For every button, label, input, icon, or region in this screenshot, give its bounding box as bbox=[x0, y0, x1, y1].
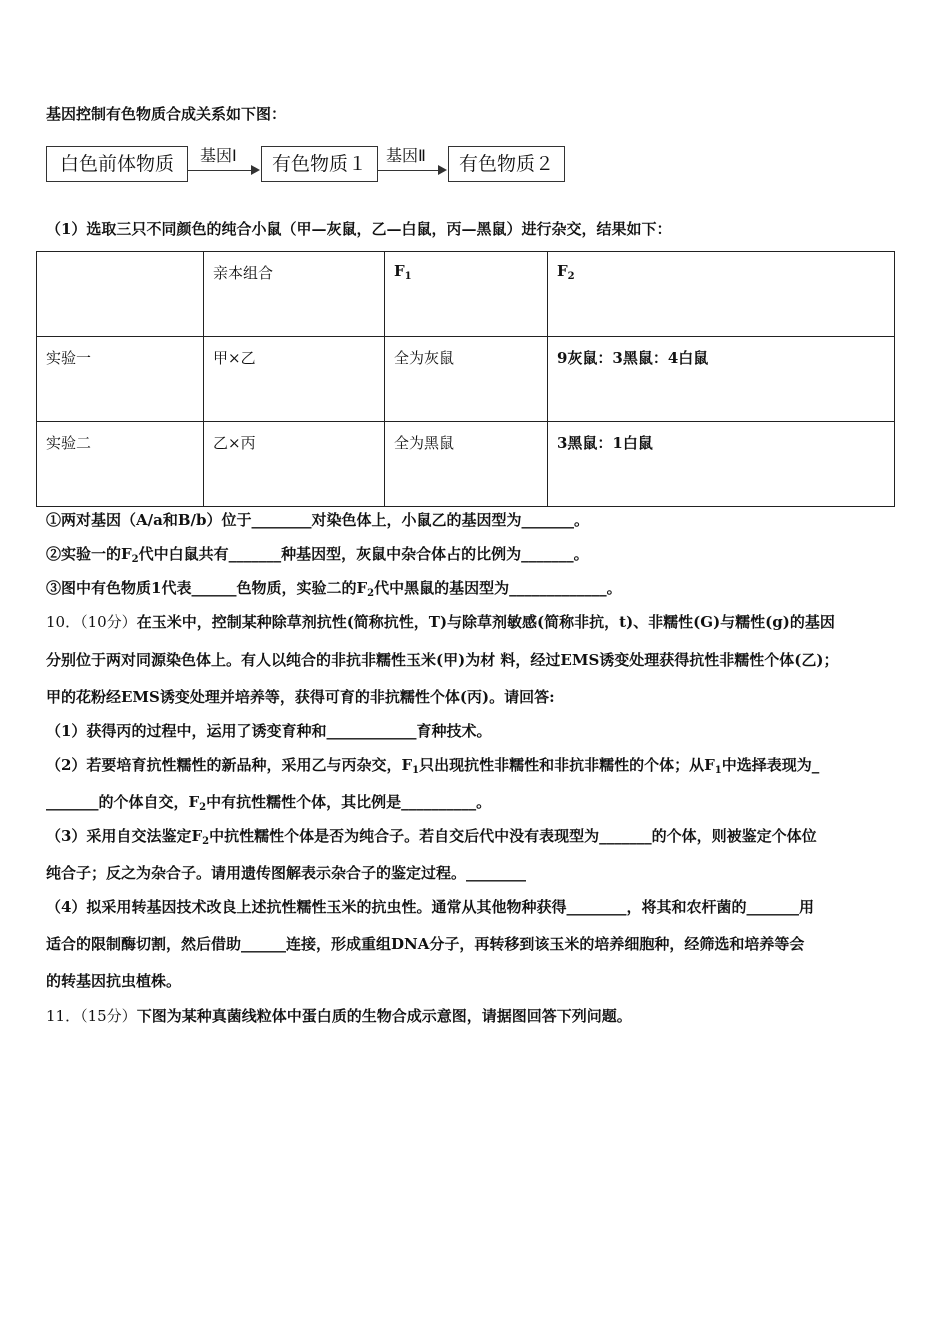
q9-sub3: ③图中有色物质1代表______色物质，实验二的$F_2$代中黑鼠的基因型为_____________。 bbox=[46, 579, 622, 599]
q10-part2-cont: _______的个体自交，$F_2$中有抗性糯性个体，其比例是__________。 bbox=[46, 793, 492, 813]
table-cell: 实验二 bbox=[37, 422, 204, 507]
table-row bbox=[37, 422, 895, 507]
table-header-cell: 亲本组合 bbox=[204, 252, 385, 337]
table-cell: 实验一 bbox=[37, 337, 204, 422]
diagram-box-precursor: 白色前体物质 bbox=[46, 146, 188, 182]
q10-part4-end: 的转基因抗虫植株。 bbox=[46, 972, 182, 990]
table-cell: 全为黑鼠 bbox=[385, 422, 548, 507]
q10-part4: （4）拟采用转基因技术改良上述抗性糯性玉米的抗虫性。通常从其他物种获得________，将其和农杆菌的_______用 bbox=[46, 898, 814, 916]
q10-part4-cont: 适合的限制酶切割，然后借助______连接，形成重组DNA分子，再转移到该玉米的培养细胞种，经筛选和培养等会 bbox=[46, 935, 805, 953]
q10-line2: 分别位于两对同源染色体上。有人以纯合的非抗非糯性玉米(甲)为材 料，经过EMS诱变处理获得抗性非糯性个体(乙)； bbox=[46, 651, 839, 669]
table-cell: 3黑鼠：1白鼠 bbox=[548, 422, 895, 507]
diagram-arrow-2 bbox=[378, 170, 445, 171]
diagram-label-gene2: 基因Ⅱ bbox=[386, 146, 426, 165]
table-cell: 9灰鼠：3黑鼠：4白鼠 bbox=[548, 337, 895, 422]
table-cell: 全为灰鼠 bbox=[385, 337, 548, 422]
table-cell: 甲×乙 bbox=[204, 337, 385, 422]
diagram-box-pigment2: 有色物质２ bbox=[448, 146, 565, 182]
table-header-cell: $F_2$ bbox=[548, 252, 895, 337]
table-row bbox=[37, 337, 895, 422]
intro-text: 基因控制有色物质合成关系如下图： bbox=[46, 105, 287, 123]
q10-part2: （2）若要培育抗性糯性的新品种，采用乙与丙杂交，$F_1$只出现抗性非糯性和非抗非糯性的个体；从$F_1$中选择表现为_ bbox=[46, 756, 820, 776]
diagram-label-gene1: 基因Ⅰ bbox=[200, 146, 237, 165]
q10-number: 10．（10分） bbox=[46, 613, 137, 631]
q10-part1: （1）获得丙的过程中，运用了诱变育种和____________育种技术。 bbox=[46, 722, 492, 740]
q11-number: 11．（15分） bbox=[46, 1007, 137, 1025]
table-header-cell: $F_1$ bbox=[385, 252, 548, 337]
q10-line3: 甲的花粉经EMS诱变处理并培养等，获得可育的非抗糯性个体(丙)。请回答: bbox=[46, 688, 555, 706]
table-header-row bbox=[37, 252, 895, 337]
table-cell: 乙×丙 bbox=[204, 422, 385, 507]
q10-line1: 10．（10分）在玉米中，控制某种除草剂抗性(简称抗性，T)与除草剂敏感(简称非抗，t)、非糯性(G)与糯性(g)的基因 bbox=[46, 613, 835, 631]
results-table bbox=[36, 251, 895, 507]
table-header-cell bbox=[37, 252, 204, 337]
q10-part3: （3）采用自交法鉴定$F_2$中抗性糯性个体是否为纯合子。若自交后代中没有表现型为_______的个体，则被鉴定个体位 bbox=[46, 827, 817, 847]
q11-line: 11．（15分）下图为某种真菌线粒体中蛋白质的生物合成示意图，请据图回答下列问题。 bbox=[46, 1007, 632, 1025]
q9-part1: （1）选取三只不同颜色的纯合小鼠（甲—灰鼠，乙—白鼠，丙—黑鼠）进行杂交，结果如下： bbox=[46, 220, 672, 238]
q9-sub2: ②实验一的$F_2$代中白鼠共有_______种基因型，灰鼠中杂合体占的比例为_______。 bbox=[46, 545, 589, 565]
diagram-arrow-1 bbox=[188, 170, 258, 171]
diagram-box-pigment1: 有色物质１ bbox=[261, 146, 378, 182]
q9-sub1: ①两对基因（A/a和B/b）位于________对染色体上，小鼠乙的基因型为_______。 bbox=[46, 511, 589, 529]
q10-part3-cont: 纯合子；反之为杂合子。请用遗传图解表示杂合子的鉴定过程。________ bbox=[46, 864, 527, 882]
